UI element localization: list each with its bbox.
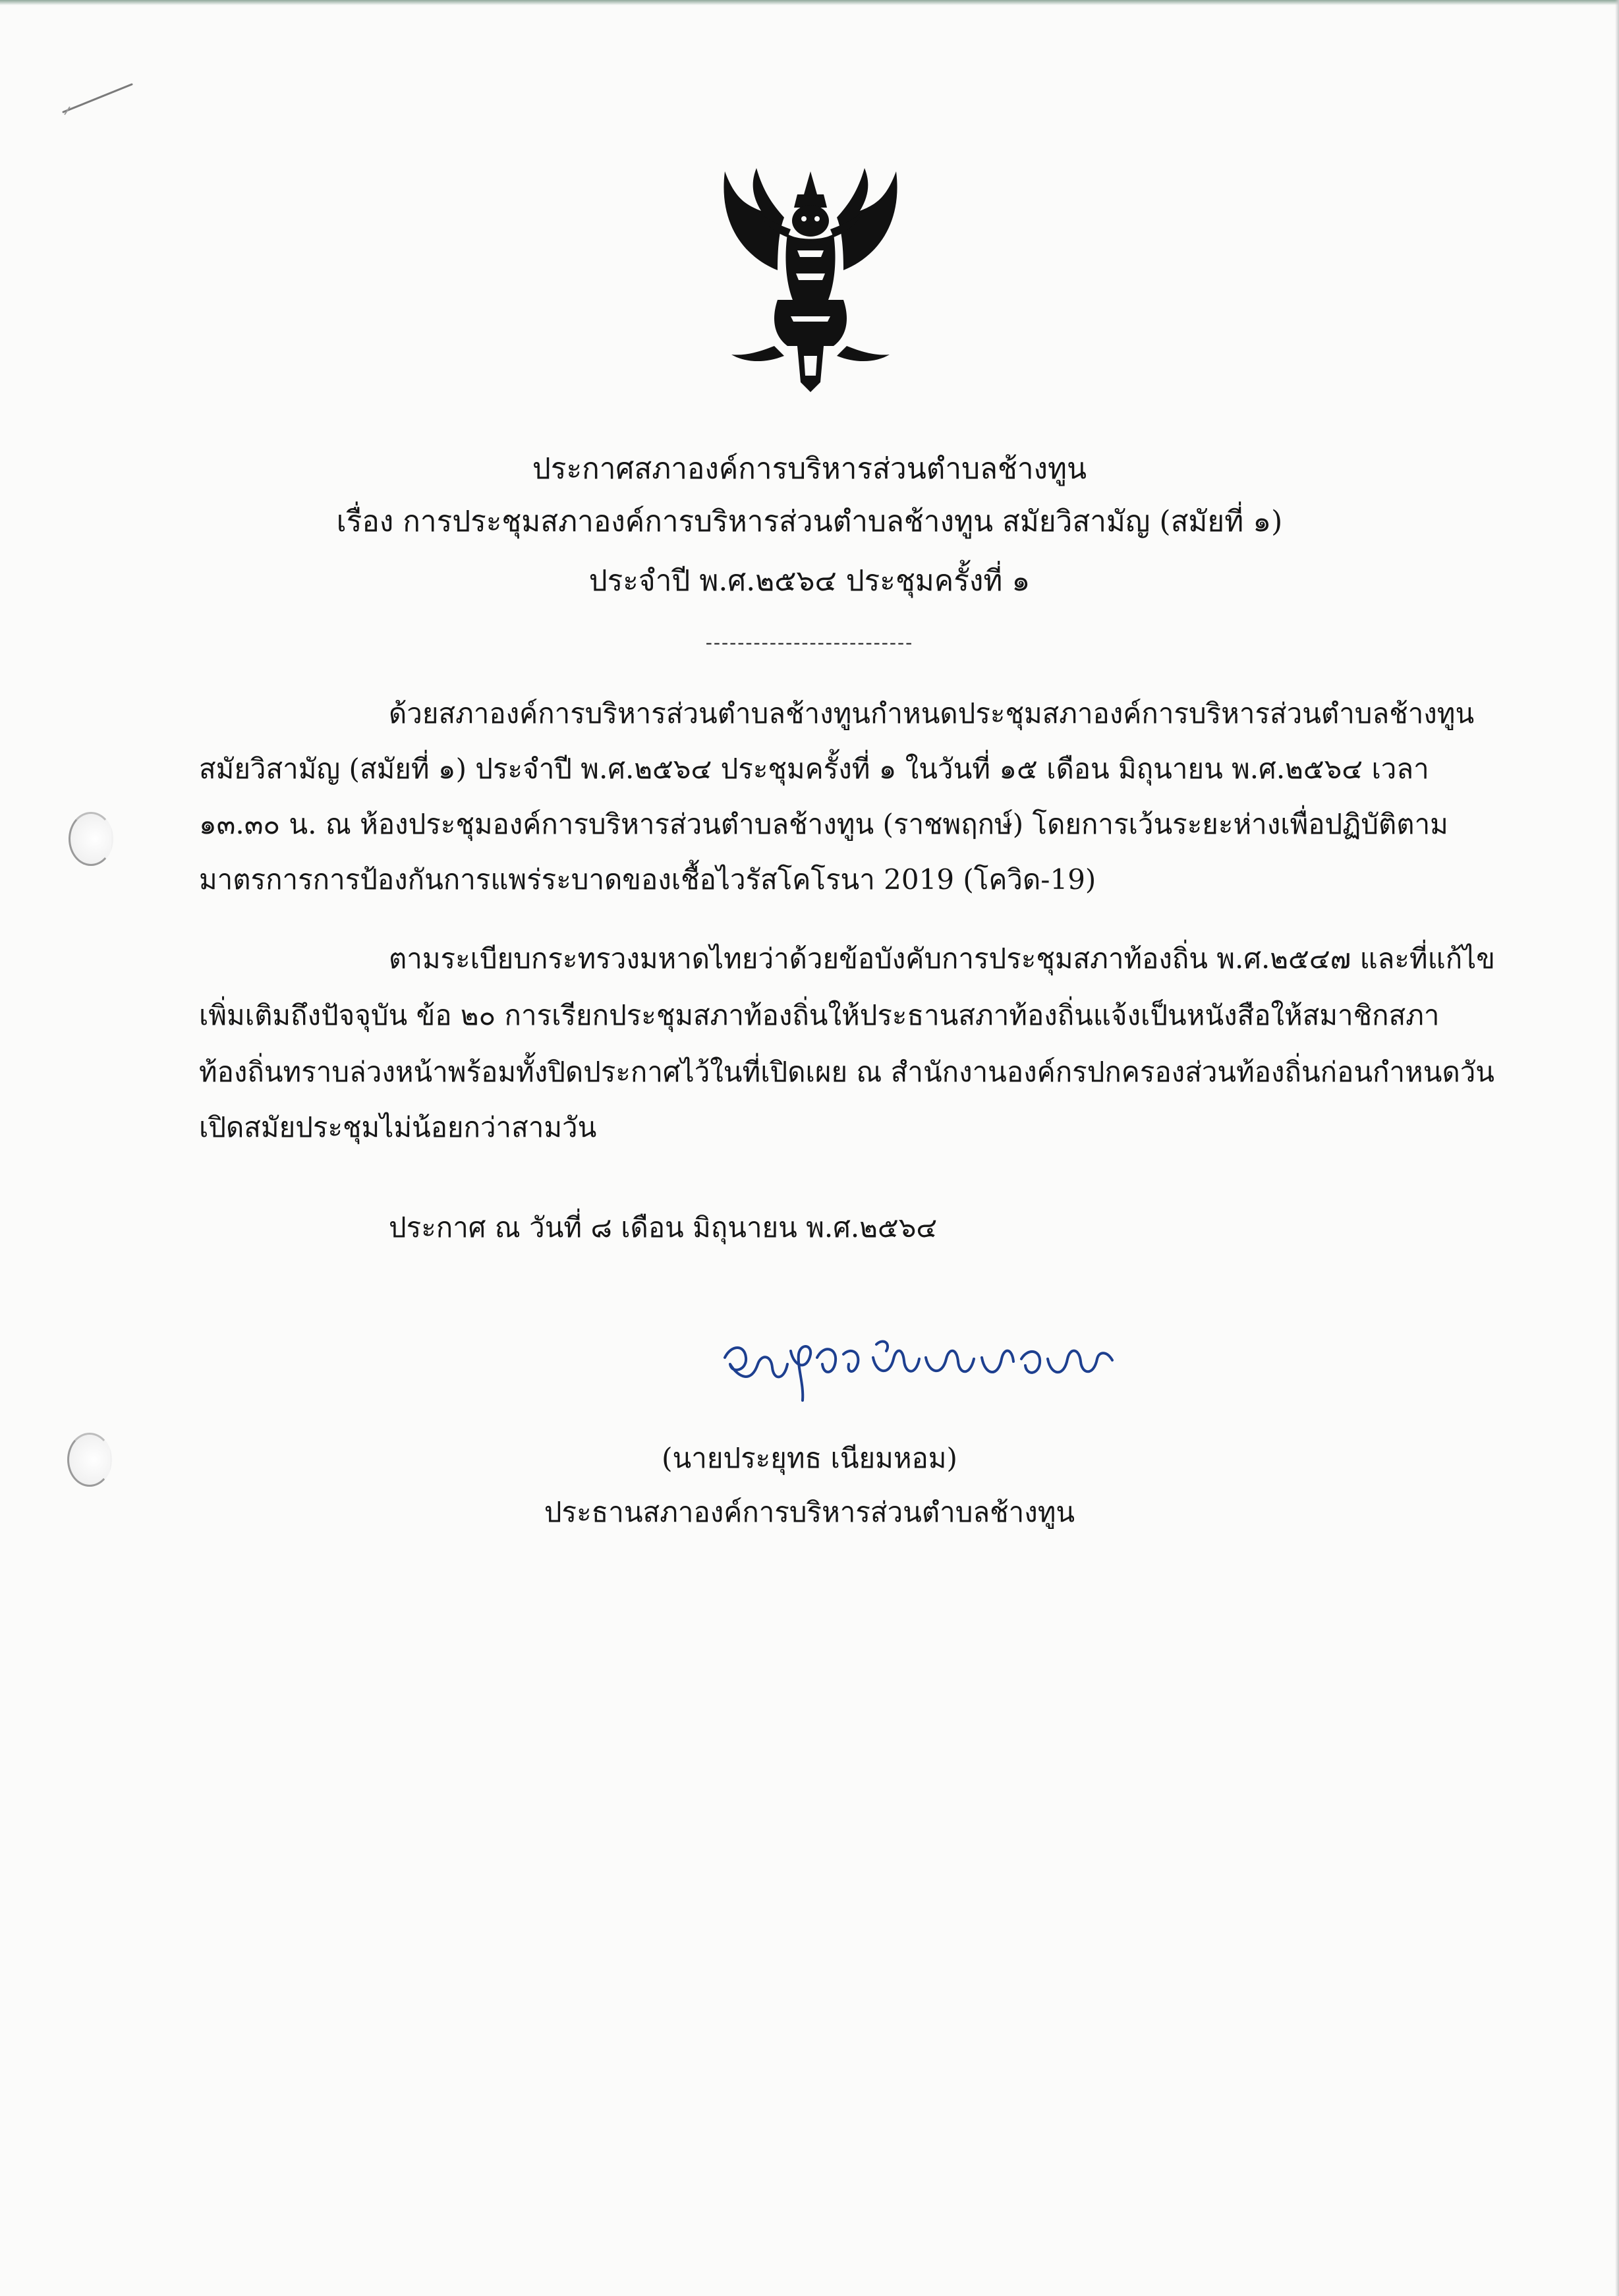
announcement-date: ประกาศ ณ วันที่ ๘ เดือน มิถุนายน พ.ศ.๒๕๖๔ <box>389 1211 938 1244</box>
paragraph-1-line: สมัยวิสามัญ (สมัยที่ ๑) ประจำปี พ.ศ.๒๕๖๔ ประชุมครั้งที่ ๑ ในวันที่ ๑๕ เดือน มิถุนายน พ.ศ.๒๕๖๔ เวลา <box>199 753 1429 785</box>
paragraph-2-line: ตามระเบียบกระทรวงมหาดไทยว่าด้วยข้อบังคับการประชุมสภาท้องถิ่น พ.ศ.๒๕๔๗ และที่แก้ไข <box>389 942 1495 975</box>
staple-mark-icon <box>58 78 137 117</box>
announcement-title: ประกาศสภาองค์การบริหารส่วนตำบลช้างทูน <box>532 452 1087 486</box>
announcement-subject: เรื่อง การประชุมสภาองค์การบริหารส่วนตำบลช้างทูน สมัยวิสามัญ (สมัยที่ ๑) <box>336 505 1283 538</box>
paragraph-1-line: ด้วยสภาองค์การบริหารส่วนตำบลช้างทูนกำหนดประชุมสภาองค์การบริหารส่วนตำบลช้างทูน <box>389 697 1475 730</box>
handwritten-signature <box>718 1318 1127 1410</box>
paragraph-2-line: เพิ่มเติมถึงปัจจุบัน ข้อ ๒๐ การเรียกประชุมสภาท้องถิ่นให้ประธานสภาท้องถิ่นแจ้งเป็นหนังสือให้สมาชิกสภา <box>199 999 1440 1031</box>
paragraph-2-line: ท้องถิ่นทราบล่วงหน้าพร้อมทั้งปิดประกาศไว้ในที่เปิดเผย ณ สำนักงานองค์กรปกครองส่วนท้องถิ่นก่อนกำหนดวัน <box>199 1056 1495 1088</box>
paragraph-1-line: มาตรการการป้องกันการแพร่ระบาดของเชื้อไวรัสโคโรนา 2019 (โควิด-19) <box>199 863 1096 896</box>
announcement-year-session: ประจำปี พ.ศ.๒๕๖๔ ประชุมครั้งที่ ๑ <box>588 564 1031 598</box>
paragraph-2-line: เปิดสมัยประชุมไม่น้อยกว่าสามวัน <box>199 1111 597 1143</box>
scan-edge-right <box>1615 0 1619 2296</box>
signatory-title: ประธานสภาองค์การบริหารส่วนตำบลช้างทูน <box>544 1496 1075 1528</box>
paragraph-1-line: ๑๓.๓๐ น. ณ ห้องประชุมองค์การบริหารส่วนตำบลช้างทูน (ราชพฤกษ์) โดยการเว้นระยะห่างเพื่อปฏิบัติตาม <box>199 808 1448 840</box>
punch-hole <box>69 812 113 866</box>
signatory-name: (นายประยุทธ เนียมหอม) <box>662 1442 957 1474</box>
header-divider: -------------------------- <box>705 631 914 654</box>
scan-edge <box>0 0 1619 5</box>
garuda-emblem-icon <box>698 158 923 395</box>
